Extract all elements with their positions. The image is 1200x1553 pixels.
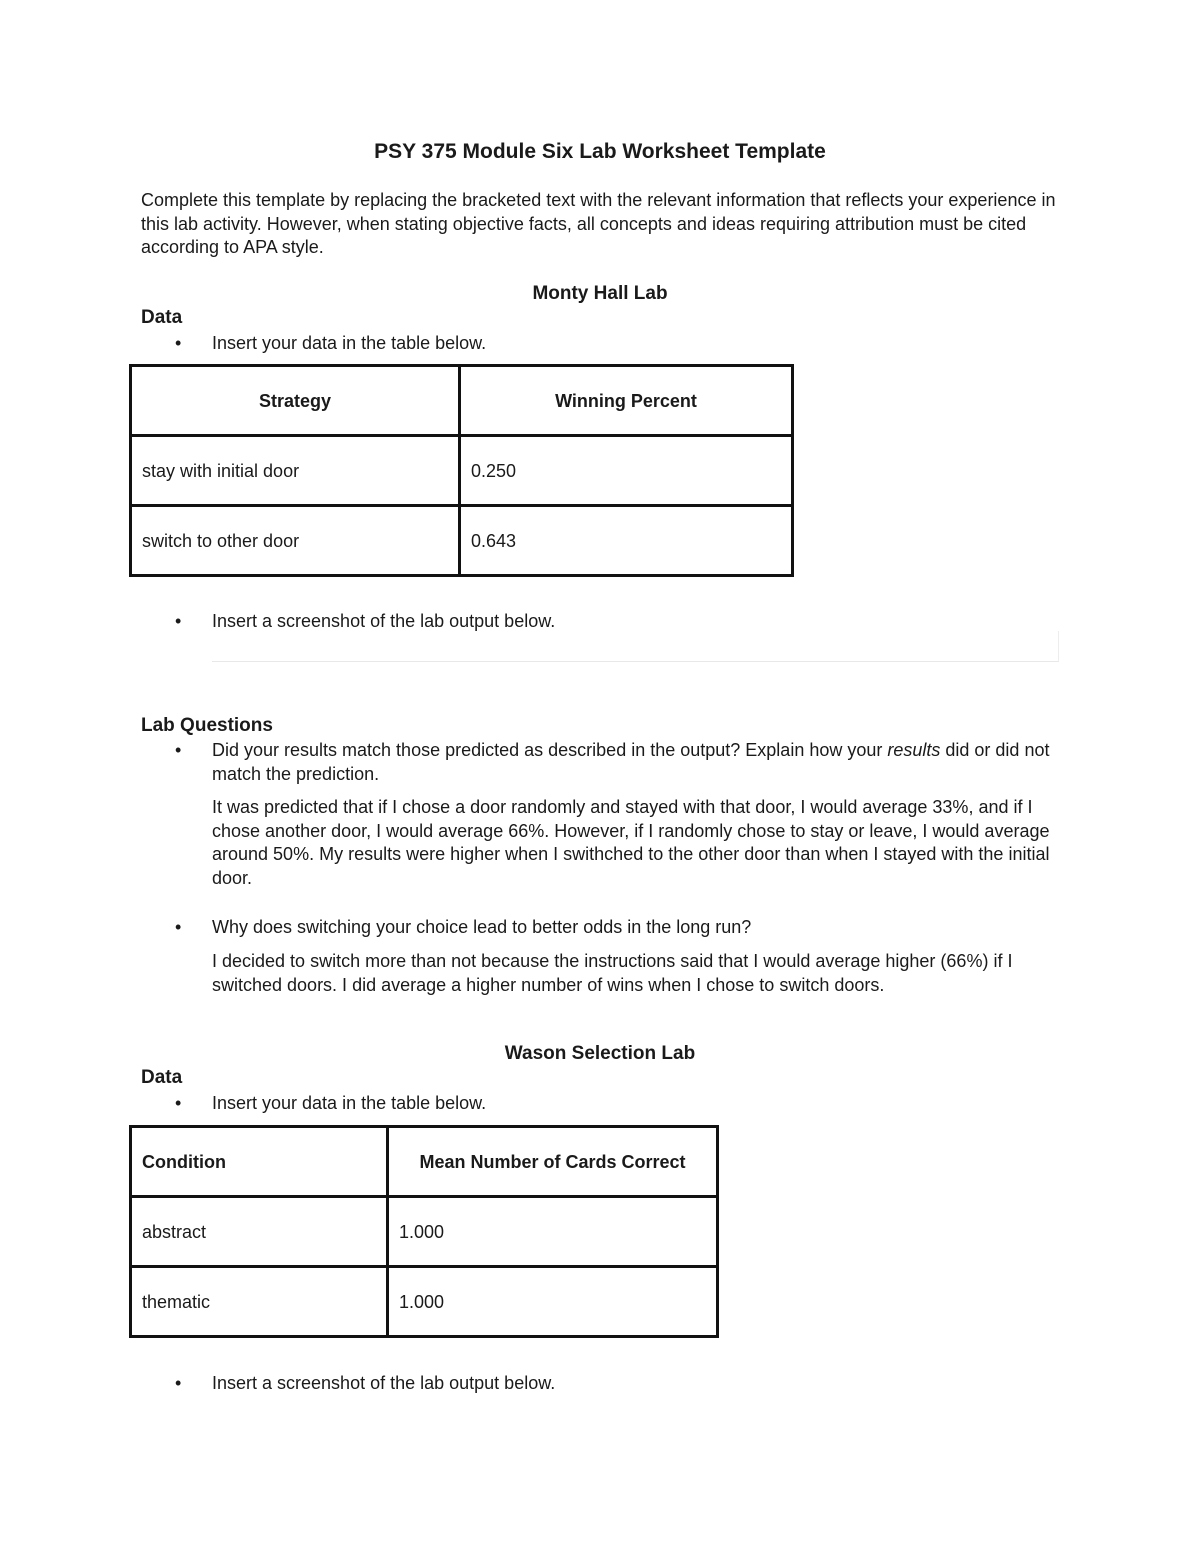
wason-table [129,1125,719,1338]
bullet-icon: • [175,1093,182,1113]
bullet-text: Insert your data in the table below. [212,1093,487,1113]
table-header-cell: Winning Percent [460,366,793,436]
bullet-icon: • [175,1373,182,1393]
table-row [131,1197,718,1267]
monty-hall-table [129,364,794,577]
bullet-text: Insert a screenshot of the lab output below. [212,611,556,631]
answer-1: It was predicted that if I chose a door randomly and stayed with that door, I would average 33%, and if I chose another door, I would average 66%. However, if I randomly chose to stay or leave, I would average around 50%. My results were higher when I swithched to the other door than when I stayed with the initial door. [212,797,1050,888]
question-text [212,738,1061,786]
lab-questions-heading: Lab Questions [141,715,273,736]
table-header-cell: Strategy [131,366,460,436]
bullet-text: Insert a screenshot of the lab output below. [212,1373,556,1393]
table-row [131,1267,718,1337]
table-cell: 1.000 [388,1267,718,1337]
table-cell: abstract [131,1197,388,1267]
wason-section-title: Wason Selection Lab [504,1043,696,1064]
answer-2: I decided to switch more than not because the instructions said that I would average higher (66%) if I switched doors. I did average a higher number of wins when I chose to switch doors. [212,951,1013,995]
table-cell: thematic [131,1267,388,1337]
wason-data-heading: Data [141,1067,183,1088]
bullet-text: Insert your data in the table below. [212,333,487,353]
screenshot-placeholder [212,631,1059,662]
table-cell: 0.250 [460,436,793,506]
table-row [131,436,793,506]
monty-hall-section-title: Monty Hall Lab [532,283,668,304]
monty-bullet-insert-screenshot [141,609,1061,633]
table-cell: switch to other door [131,506,460,576]
monty-bullet-insert-data [141,331,1061,355]
question-text-italic: results [887,740,941,760]
wason-bullet-insert-screenshot [141,1371,1061,1395]
bullet-icon: • [175,333,182,353]
table-header-cell: Condition [131,1127,388,1197]
wason-bullet-insert-data [141,1091,1061,1115]
page-title: PSY 375 Module Six Lab Worksheet Template [374,140,826,163]
question-text-part: Did your results match those predicted as described in the output? Explain how your [212,740,888,760]
bullet-icon: • [175,611,182,631]
table-header-cell: Mean Number of Cards Correct [388,1127,718,1197]
table-cell: 0.643 [460,506,793,576]
question-text: Why does switching your choice lead to better odds in the long run? [212,917,752,937]
bullet-icon: • [175,740,182,760]
intro-paragraph: Complete this template by replacing the bracketed text with the relevant information that reflects your experience in this lab activity. However, when stating objective facts, all concepts and ideas requiring attribution must be cited according to APA style. [141,190,1056,257]
table-row [131,506,793,576]
bullet-icon: • [175,917,182,937]
question-1 [141,738,1061,786]
table-cell: 1.000 [388,1197,718,1267]
monty-data-heading: Data [141,307,183,328]
question-text-part: did or did not match the prediction. [212,740,1050,784]
table-header-row [131,1127,718,1197]
table-header-row [131,366,793,436]
table-cell: stay with initial door [131,436,460,506]
question-2 [141,915,1061,939]
